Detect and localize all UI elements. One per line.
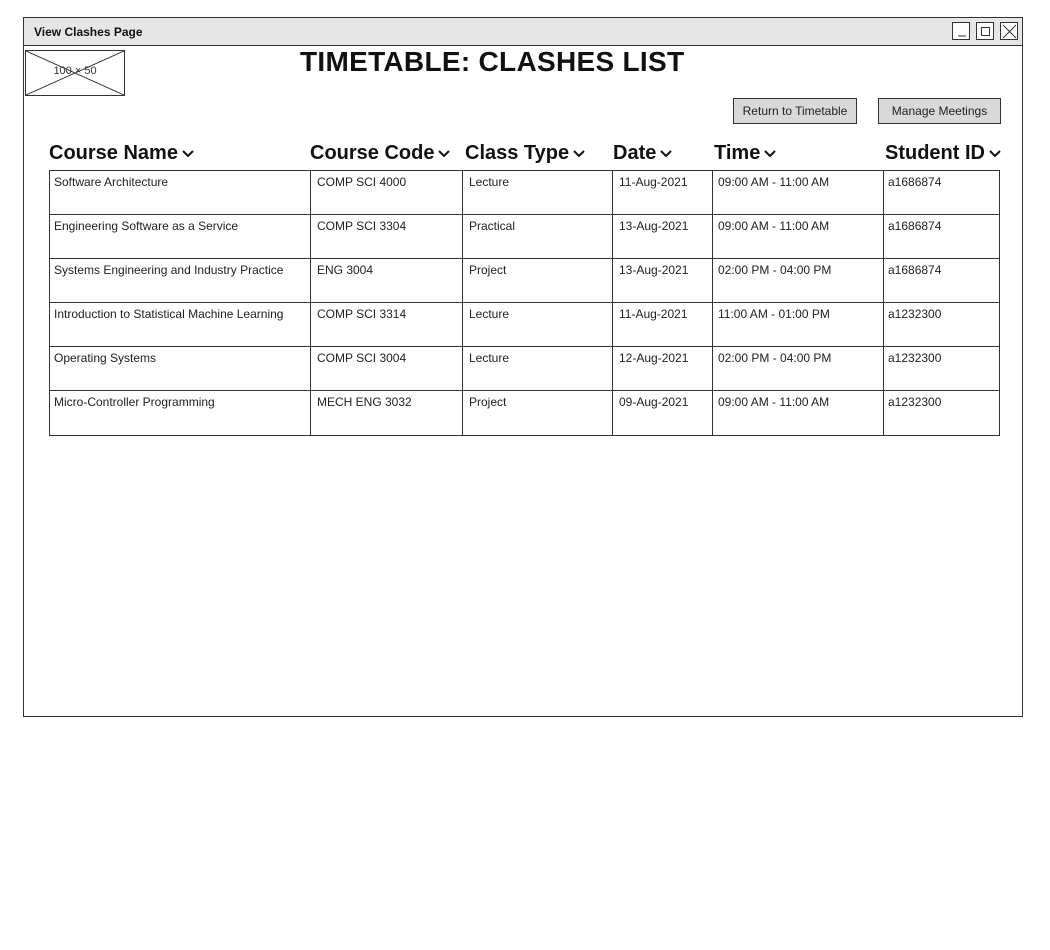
column-header-student-id[interactable] xyxy=(885,142,1002,165)
chevron-down-icon xyxy=(572,142,586,165)
table-row[interactable] xyxy=(50,215,999,259)
window-title: View Clashes Page xyxy=(34,25,143,39)
cell-student-id: a1232300 xyxy=(888,395,942,409)
cell-time: 09:00 AM - 11:00 AM xyxy=(713,391,884,435)
column-header-label: Class Type xyxy=(465,142,570,164)
cell-time: 11:00 AM - 01:00 PM xyxy=(713,303,884,346)
cell-class-type: Lecture xyxy=(463,171,613,214)
cell-class-type: Lecture xyxy=(463,347,613,390)
cell-time: 02:00 PM - 04:00 PM xyxy=(713,259,884,302)
cell-course-name: Engineering Software as a Service xyxy=(50,215,311,258)
chevron-down-icon xyxy=(763,142,777,165)
column-header-label: Date xyxy=(613,142,657,164)
cell-date: 11-Aug-2021 xyxy=(613,303,713,346)
column-header-course-code[interactable] xyxy=(310,142,451,165)
logo-placeholder xyxy=(25,50,125,96)
table-row[interactable] xyxy=(50,347,999,391)
cell-course-code: COMP SCI 3304 xyxy=(311,215,463,258)
table-row[interactable] xyxy=(50,259,999,303)
cell-date: 13-Aug-2021 xyxy=(613,259,713,302)
maximize-icon xyxy=(977,23,995,41)
page-title: TIMETABLE: CLASHES LIST xyxy=(300,46,685,77)
column-header-label: Time xyxy=(714,142,761,164)
cell-course-code: COMP SCI 4000 xyxy=(311,171,463,214)
column-header-course-name[interactable] xyxy=(49,142,195,165)
cell-time: 02:00 PM - 04:00 PM xyxy=(713,347,884,390)
logo-label: 100 × 50 xyxy=(53,65,97,77)
cell-class-type: Practical xyxy=(463,215,613,258)
table-row[interactable] xyxy=(50,303,999,347)
minimize-button[interactable] xyxy=(952,22,970,40)
cell-date: 13-Aug-2021 xyxy=(613,215,713,258)
table-row[interactable] xyxy=(50,171,999,215)
cell-course-code: COMP SCI 3314 xyxy=(311,303,463,346)
manage-meetings-button[interactable]: Manage Meetings xyxy=(878,98,1001,124)
maximize-button[interactable] xyxy=(976,22,994,40)
cell-course-code: MECH ENG 3032 xyxy=(311,391,463,435)
return-to-timetable-button[interactable]: Return to Timetable xyxy=(733,98,857,124)
minimize-icon xyxy=(953,23,971,41)
close-button[interactable] xyxy=(1000,22,1018,40)
cell-time: 09:00 AM - 11:00 AM xyxy=(713,171,884,214)
cell-course-name: Introduction to Statistical Machine Learning xyxy=(50,303,311,346)
cell-date: 12-Aug-2021 xyxy=(613,347,713,390)
chevron-down-icon xyxy=(437,142,451,165)
cell-class-type: Project xyxy=(463,259,613,302)
cell-date: 09-Aug-2021 xyxy=(613,391,713,435)
table-row[interactable] xyxy=(50,391,999,435)
chevron-down-icon xyxy=(659,142,673,165)
close-icon xyxy=(1001,23,1019,41)
column-header-label: Student ID xyxy=(885,142,985,164)
title-bar xyxy=(24,18,1022,46)
cell-course-name: Operating Systems xyxy=(50,347,311,390)
cell-student-id: a1686874 xyxy=(888,175,942,189)
clashes-table xyxy=(49,170,1000,436)
cell-course-code: ENG 3004 xyxy=(311,259,463,302)
cell-time: 09:00 AM - 11:00 AM xyxy=(713,215,884,258)
cell-student-id: a1232300 xyxy=(888,307,942,321)
column-header-label: Course Name xyxy=(49,142,178,164)
column-header-label: Course Code xyxy=(310,142,435,164)
cell-student-id: a1686874 xyxy=(888,219,942,233)
app-window xyxy=(23,17,1023,717)
cell-course-name: Systems Engineering and Industry Practice xyxy=(50,259,311,302)
cell-course-name: Micro-Controller Programming xyxy=(50,391,311,435)
cell-date: 11-Aug-2021 xyxy=(613,171,713,214)
cell-student-id: a1686874 xyxy=(888,263,942,277)
cell-student-id: a1232300 xyxy=(888,351,942,365)
cell-class-type: Project xyxy=(463,391,613,435)
column-header-date[interactable] xyxy=(613,142,673,165)
cell-class-type: Lecture xyxy=(463,303,613,346)
column-header-class-type[interactable] xyxy=(465,142,586,165)
cell-course-code: COMP SCI 3004 xyxy=(311,347,463,390)
chevron-down-icon xyxy=(181,142,195,165)
column-header-time[interactable] xyxy=(714,142,777,165)
cell-course-name: Software Architecture xyxy=(50,171,311,214)
chevron-down-icon xyxy=(988,142,1002,165)
